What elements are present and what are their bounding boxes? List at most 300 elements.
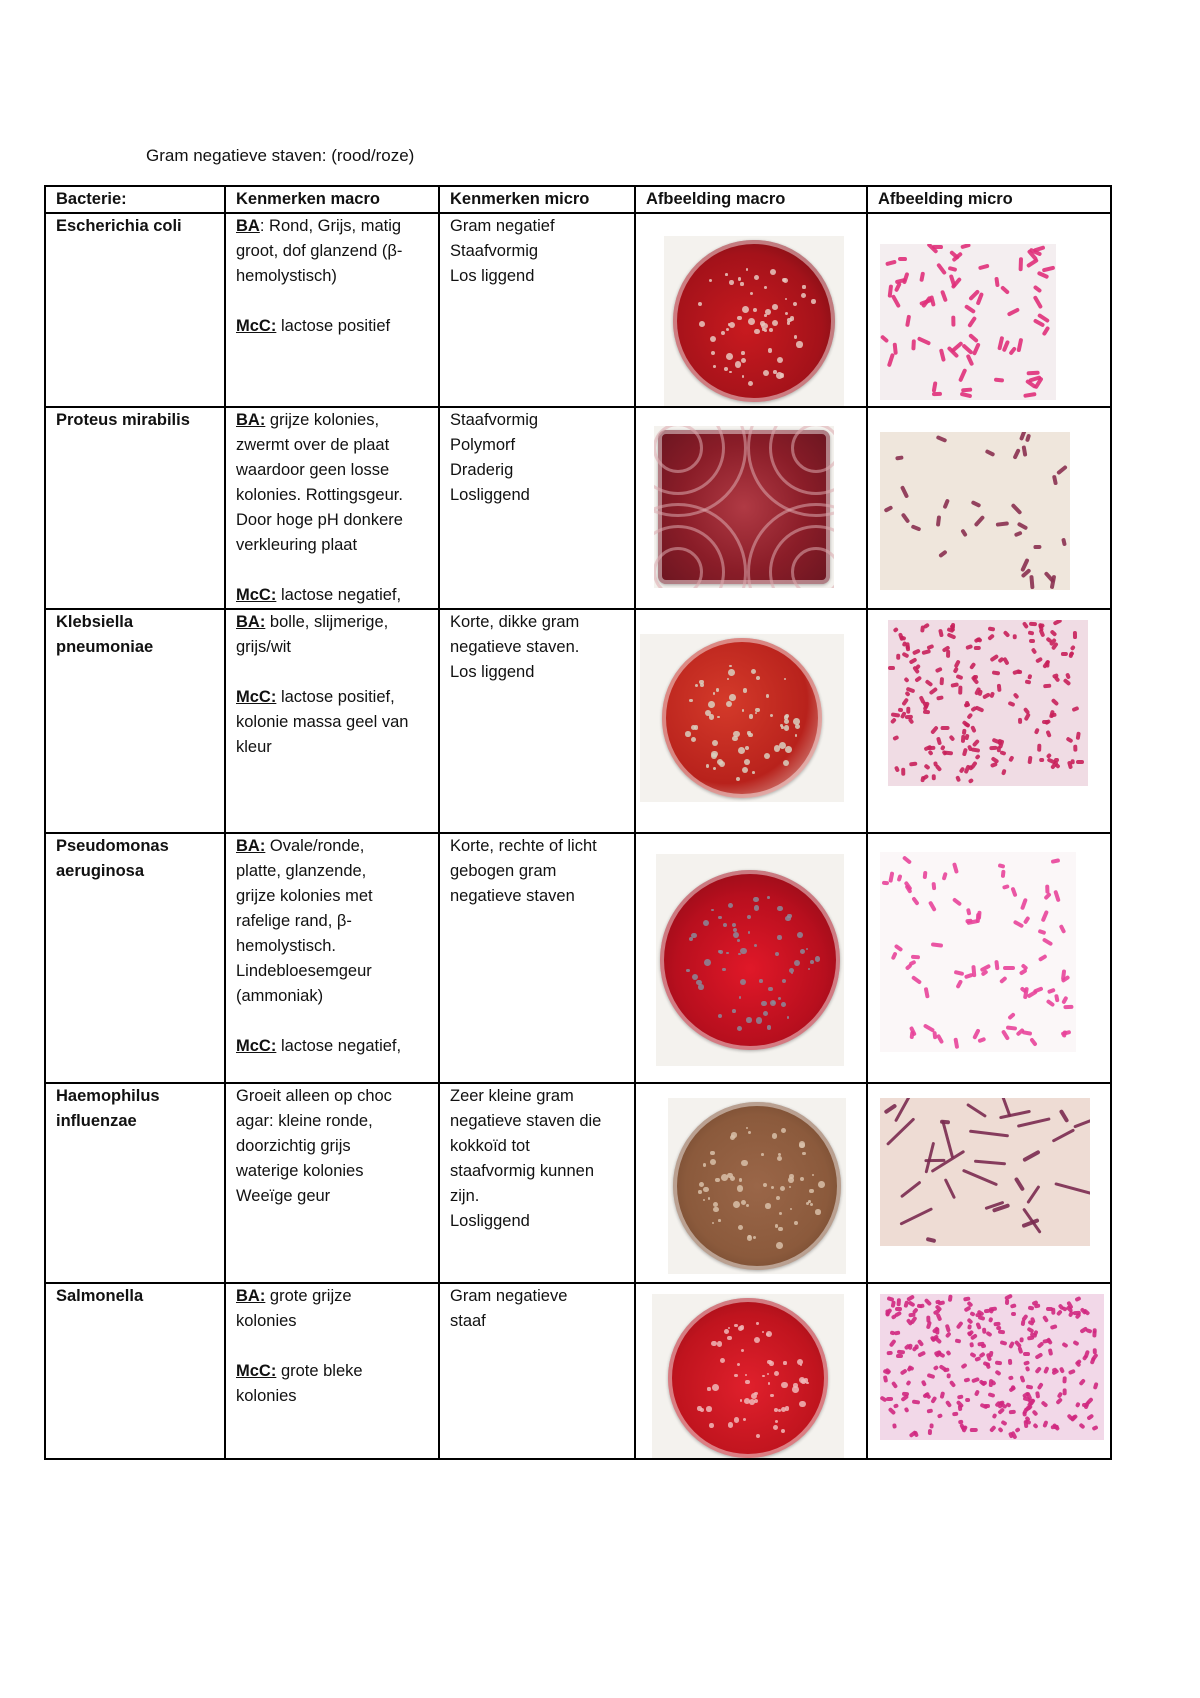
bacterium-rod: [936, 1413, 943, 1419]
bacterium-rod: [1031, 1410, 1038, 1417]
colony-dot: [733, 1201, 740, 1208]
colony-dot: [754, 275, 759, 280]
bacterium-rod: [969, 1342, 974, 1348]
bacterium-rod: [954, 970, 965, 976]
bacterium-rod: [913, 1430, 919, 1437]
colony-dot: [799, 1401, 805, 1407]
colony-dot: [748, 931, 750, 933]
colony-dot: [744, 759, 750, 765]
bacterium-rod: [935, 515, 940, 526]
colony-dot: [794, 1221, 798, 1225]
bacterium-rod: [994, 960, 999, 970]
bacterium-rod: [961, 529, 969, 538]
colony-dot: [777, 1156, 782, 1161]
afbeelding-macro-cell: [635, 407, 867, 609]
bacterium-rod: [969, 1129, 1009, 1137]
colony-dot: [770, 1394, 774, 1398]
kenmerken-macro-text: lactose negatief,: [280, 1037, 402, 1055]
bacterium-rod: [996, 684, 1001, 693]
bacterium-rod: [966, 353, 975, 365]
colony-dot: [742, 306, 749, 313]
bacterium-rod: [1010, 1303, 1017, 1309]
kenmerken-micro-line: Losliggend: [450, 1212, 530, 1230]
colony-dot: [800, 1364, 802, 1366]
bacterium-rod: [1072, 1339, 1079, 1345]
bacterium-rod: [951, 1412, 958, 1417]
colony-dot: [751, 1393, 757, 1399]
colony-dot: [730, 1176, 735, 1181]
bacterium-rod: [966, 644, 974, 650]
bacterium-rod: [956, 1321, 964, 1329]
colony-dot: [732, 736, 737, 741]
bacterium-rod: [906, 314, 912, 327]
kenmerken-macro-line: [236, 458, 432, 483]
colony-dot: [815, 1209, 820, 1214]
bacterium-rod: [1030, 647, 1037, 654]
bacterium-rod: [1025, 434, 1031, 443]
bacterium-rod: [979, 1352, 986, 1359]
gram-stain-image: [880, 852, 1076, 1052]
bacterium-rod: [912, 1400, 920, 1405]
kenmerken-macro-text: Rond, Grijs, matig: [269, 217, 402, 235]
bacterium-rod: [891, 713, 900, 718]
colony-dot: [742, 375, 745, 378]
colony-dot: [719, 950, 723, 954]
colony-dot: [703, 1163, 706, 1166]
bacterium-rod: [1028, 631, 1035, 636]
kenmerken-macro-line: [236, 909, 432, 934]
colony-dot: [762, 1375, 765, 1378]
bacterium-rod: [940, 1119, 951, 1124]
colony-dot: [712, 1384, 719, 1391]
colony-dot: [775, 1224, 779, 1228]
bacterium-rod: [1008, 346, 1017, 356]
colony-dot: [717, 716, 719, 718]
bacterium-rod: [970, 706, 977, 713]
colony-dot: [746, 1204, 749, 1207]
colony-dot: [767, 1373, 769, 1375]
bacterium-rod: [1034, 728, 1040, 735]
colony-dot: [745, 1380, 750, 1385]
bacterium-rod: [896, 1354, 903, 1358]
medium-label-suffix: :: [259, 217, 265, 235]
bacterie-name-line: Klebsiella: [56, 613, 134, 631]
colony-dot: [746, 1017, 751, 1022]
bacterium-rod: [905, 715, 913, 719]
bacterium-rod: [1046, 999, 1055, 1007]
kenmerken-macro-text: agar: kleine ronde,: [236, 1112, 373, 1130]
bacterium-rod: [1003, 630, 1011, 638]
bacterium-rod: [935, 764, 943, 772]
colony-dot: [761, 1001, 766, 1006]
bacterium-rod: [995, 1369, 1003, 1376]
bacterium-rod: [1023, 1352, 1030, 1356]
swarming-ring: [747, 503, 834, 588]
bacterium-rod: [998, 1330, 1006, 1335]
bacterium-rod: [1044, 1366, 1050, 1374]
colony-dot: [754, 1337, 760, 1343]
bacterium-rod: [885, 1310, 889, 1317]
line-spacer: [236, 1334, 432, 1359]
bacterium-rod: [965, 1398, 970, 1402]
colony-dot: [756, 1017, 762, 1023]
colony-dot: [754, 905, 760, 911]
colony-dot: [740, 948, 747, 955]
bacterium-rod: [946, 1350, 952, 1356]
kenmerken-micro-line: Gram negatief: [450, 217, 555, 235]
bacterium-rod: [940, 1391, 946, 1399]
bacterie-name-line: Proteus mirabilis: [56, 411, 190, 429]
bacterium-rod: [916, 336, 930, 346]
colony-dot: [726, 701, 732, 707]
kenmerken-macro-text: Weeïge geur: [236, 1187, 331, 1205]
agar-plate-dish: [673, 240, 835, 402]
bacterium-rod: [887, 353, 895, 367]
bacterium-rod: [1062, 1342, 1069, 1348]
bacterium-rod: [1063, 1376, 1067, 1383]
colony-dot: [737, 1185, 743, 1191]
bacterium-rod: [1046, 661, 1050, 668]
bacterium-rod: [966, 908, 972, 916]
bacterium-rod: [1061, 996, 1068, 1005]
colony-dot: [759, 979, 763, 983]
medium-label: McC:: [236, 1037, 277, 1055]
colony-dot: [755, 712, 757, 714]
bacterie-name-cell: [45, 609, 225, 833]
bacterium-rod: [1009, 1410, 1016, 1415]
colony-dot: [764, 314, 766, 316]
bacterium-rod: [947, 633, 957, 640]
colony-dot: [791, 972, 793, 974]
bacterium-rod: [967, 1324, 972, 1330]
kenmerken-macro-text: lactose positief,: [280, 688, 395, 706]
colony-dot: [763, 1183, 767, 1187]
colony-dot: [808, 968, 810, 970]
bacterium-rod: [937, 549, 947, 558]
colony-dot: [709, 1423, 713, 1427]
kenmerken-macro-line: [236, 1034, 432, 1059]
medium-label: BA: [236, 217, 260, 235]
bacterium-rod: [999, 976, 1008, 984]
colony-dot: [737, 939, 740, 942]
bacterie-name-line: Salmonella: [56, 1287, 144, 1305]
bacterium-rod: [928, 900, 937, 911]
bacterium-rod: [901, 512, 911, 523]
bacterium-rod: [938, 629, 944, 638]
bacterium-rod: [922, 774, 929, 780]
bacterium-rod: [994, 277, 999, 287]
bacterium-rod: [1032, 1423, 1039, 1430]
bacterium-rod: [962, 748, 968, 757]
bacterium-rod: [1013, 692, 1020, 699]
colony-dot: [753, 1236, 756, 1239]
table-row-pseudomonas: [45, 833, 1111, 1083]
colony-dot: [767, 896, 770, 899]
colony-dot: [748, 318, 755, 325]
colony-dot: [706, 764, 709, 767]
colony-dot: [711, 909, 714, 912]
colony-dot: [751, 669, 757, 675]
colony-dot: [715, 1178, 719, 1182]
colony-dot: [689, 937, 693, 941]
table-row-e-coli: [45, 213, 1111, 407]
header-bacterie: Bacterie:: [45, 186, 225, 213]
colony-dot: [737, 1026, 742, 1031]
bacterium-rod: [919, 1303, 925, 1308]
bacterium-rod: [1042, 1421, 1048, 1429]
bacterium-rod: [989, 1425, 997, 1433]
table-row-salmonella: [45, 1283, 1111, 1459]
bacterium-rod: [948, 1294, 953, 1301]
colony-dot: [745, 1374, 748, 1377]
bacterium-rod: [967, 316, 977, 328]
bacterium-rod: [1052, 1128, 1075, 1142]
colony-dot: [741, 358, 746, 363]
kenmerken-macro-line: [236, 264, 432, 289]
bacterium-rod: [897, 1350, 905, 1355]
bacterium-rod: [940, 289, 948, 302]
kenmerken-macro-cell: [225, 407, 439, 609]
bacterium-rod: [975, 1312, 982, 1317]
bacterium-rod: [899, 1207, 933, 1226]
colony-dot: [753, 308, 757, 312]
bacterium-rod: [1008, 1359, 1013, 1365]
bacterium-rod: [905, 1380, 911, 1386]
bacterium-rod: [911, 524, 922, 532]
colony-dot: [706, 1406, 712, 1412]
bacterium-rod: [985, 1362, 991, 1369]
colony-dot: [695, 684, 698, 687]
bacterium-rod: [1079, 1422, 1086, 1429]
bacterium-rod: [1027, 1336, 1035, 1341]
bacterium-rod: [931, 882, 936, 890]
kenmerken-micro-line: Staafvormig: [450, 411, 539, 429]
bacterium-rod: [926, 1321, 932, 1330]
bacterium-rod: [1029, 1037, 1038, 1047]
colony-dot: [710, 336, 716, 342]
gram-stain-image: [880, 244, 1056, 400]
table-header-row: [45, 186, 1111, 213]
bacterium-rod: [1061, 538, 1067, 547]
colony-dot: [742, 767, 748, 773]
bacterium-rod: [1000, 285, 1010, 295]
colony-dot: [721, 331, 725, 335]
bacterium-rod: [1014, 1177, 1025, 1192]
bacterium-rod: [912, 1346, 918, 1353]
colony-dot: [710, 1159, 716, 1165]
bacterium-rod: [985, 449, 996, 457]
bacterium-rod: [1023, 916, 1030, 925]
bacterium-rod: [912, 648, 921, 655]
line-spacer: [236, 558, 432, 583]
bacterium-rod: [932, 381, 938, 393]
colony-dot: [810, 1203, 813, 1206]
bacterium-rod: [920, 625, 925, 633]
bacterium-rod: [963, 1377, 970, 1382]
colony-dot: [761, 1153, 764, 1156]
kenmerken-micro-line: Los liggend: [450, 267, 535, 285]
colony-dot: [746, 1127, 748, 1129]
bacterium-rod: [1039, 758, 1044, 762]
colony-dot: [724, 367, 728, 371]
bacterium-rod: [947, 1373, 951, 1379]
bacterium-rod: [927, 1373, 936, 1379]
colony-dot: [768, 1382, 771, 1385]
bacterium-rod: [945, 1331, 952, 1338]
colony-dot: [716, 688, 720, 692]
colony-dot: [818, 1181, 825, 1188]
bacterium-rod: [987, 633, 995, 640]
colony-dot: [741, 1200, 746, 1205]
bacterium-rod: [1068, 1369, 1076, 1375]
bacterium-rod: [1026, 1384, 1033, 1389]
colony-dot: [698, 984, 704, 990]
medium-label: BA:: [236, 613, 266, 631]
colony-dot: [778, 1227, 783, 1232]
bacterium-rod: [899, 1368, 907, 1375]
kenmerken-micro-line: Gram negatieve: [450, 1287, 568, 1305]
bacterium-rod: [1019, 258, 1023, 272]
colony-dot: [815, 956, 821, 962]
kenmerken-macro-text: Door hoge pH donkere: [236, 511, 403, 529]
colony-dot: [781, 1382, 788, 1389]
colony-dot: [703, 1187, 708, 1192]
kenmerken-micro-cell: [439, 1083, 635, 1283]
bacterium-rod: [931, 774, 935, 780]
bacterium-rod: [945, 1323, 951, 1331]
bacterium-rod: [1092, 1328, 1096, 1333]
afbeelding-micro-cell: [867, 609, 1111, 833]
bacterie-name-cell: [45, 1083, 225, 1283]
colony-dot: [777, 357, 784, 364]
bacterium-rod: [892, 627, 899, 633]
bacterium-rod: [1037, 954, 1047, 962]
kenmerken-micro-cell: [439, 407, 635, 609]
bacterium-rod: [901, 768, 905, 777]
bacterium-rod: [908, 658, 917, 665]
bacterium-rod: [1046, 730, 1052, 738]
colony-dot: [764, 753, 770, 759]
bacterie-name-cell: [45, 1283, 225, 1459]
bacterium-rod: [955, 775, 961, 782]
table-row-proteus: [45, 407, 1111, 609]
colony-dot: [718, 1219, 721, 1222]
kenmerken-macro-text: rafelige rand, β-: [236, 912, 352, 930]
bacterium-rod: [1028, 755, 1033, 763]
bacterium-rod: [1001, 884, 1009, 890]
bacterium-rod: [928, 1429, 932, 1435]
bacterium-rod: [988, 1350, 993, 1357]
colony-dot: [712, 1222, 714, 1224]
afbeelding-micro-cell: [867, 1083, 1111, 1283]
colony-dot: [762, 328, 765, 331]
kenmerken-micro-line: negatieve staven: [450, 887, 575, 905]
bacterium-rod: [927, 749, 934, 756]
colony-dot: [738, 1225, 743, 1230]
bacterium-rod: [961, 387, 972, 392]
colony-dot: [754, 329, 760, 335]
colony-dot: [728, 669, 735, 676]
bacterium-rod: [911, 955, 920, 960]
bacterie-name-line: Escherichia coli: [56, 217, 182, 235]
bacterium-rod: [984, 1404, 990, 1408]
bacterium-rod: [923, 870, 928, 878]
kenmerken-macro-line: [236, 1384, 432, 1409]
bacterium-rod: [1054, 763, 1061, 769]
colony-dot: [708, 701, 715, 708]
kenmerken-macro-text: grote grijze: [269, 1287, 352, 1305]
colony-dot: [785, 1406, 789, 1410]
bacterium-rod: [893, 1403, 899, 1409]
bacterium-rod: [898, 257, 907, 261]
colony-dot: [783, 1361, 786, 1364]
bacterium-rod: [1003, 657, 1010, 666]
kenmerken-macro-text: lactose negatief,: [280, 586, 402, 604]
bacterium-rod: [971, 739, 979, 748]
bacterium-rod: [940, 677, 945, 685]
bacterium-rod: [911, 975, 922, 985]
colony-dot: [777, 935, 781, 939]
colony-dot: [775, 952, 779, 956]
colony-dot: [726, 353, 733, 360]
colony-dot: [689, 699, 693, 703]
bacterium-rod: [921, 1380, 927, 1387]
bacterium-rod: [1008, 1012, 1016, 1020]
colony-dot: [780, 1186, 785, 1191]
bacterium-rod: [1018, 718, 1022, 724]
colony-dot: [806, 948, 808, 950]
bacterium-rod: [1007, 701, 1015, 707]
kenmerken-macro-line: [236, 214, 432, 239]
kenmerken-macro-line: [236, 859, 432, 884]
bacterium-rod: [934, 666, 942, 673]
bacterium-rod: [948, 735, 955, 742]
colony-dot: [735, 361, 741, 367]
bacterium-rod: [902, 1392, 909, 1397]
colony-dot: [741, 1349, 744, 1352]
colony-dot: [756, 1434, 761, 1439]
colony-dot: [796, 341, 802, 347]
colony-dot: [789, 1186, 791, 1188]
medium-label: McC:: [236, 586, 277, 604]
bacterium-rod: [886, 1118, 915, 1146]
kenmerken-macro-line: [236, 508, 432, 533]
colony-dot: [783, 760, 789, 766]
bacterium-rod: [1051, 858, 1061, 864]
bacterium-rod: [1041, 1400, 1049, 1407]
colony-dot: [801, 293, 806, 298]
bacterium-rod: [938, 348, 945, 361]
colony-dot: [699, 321, 705, 327]
bacterium-rod: [930, 725, 939, 734]
bacterium-rod: [1003, 966, 1015, 970]
bacterium-rod: [1093, 1382, 1099, 1390]
colony-dot: [737, 316, 741, 320]
kenmerken-micro-cell: [439, 833, 635, 1083]
bacterium-rod: [1034, 1304, 1041, 1309]
colony-dot: [784, 678, 786, 680]
line-spacer: [236, 1009, 432, 1034]
colony-dot: [766, 694, 770, 698]
colony-dot: [740, 979, 746, 985]
bacterium-rod: [1049, 629, 1057, 636]
colony-dot: [783, 278, 788, 283]
bacterium-rod: [1029, 622, 1037, 626]
kenmerken-macro-text: lactose positief: [280, 317, 391, 335]
bacterium-rod: [917, 1351, 926, 1358]
bacterium-rod: [958, 368, 967, 382]
swarming-ring: [654, 503, 747, 588]
